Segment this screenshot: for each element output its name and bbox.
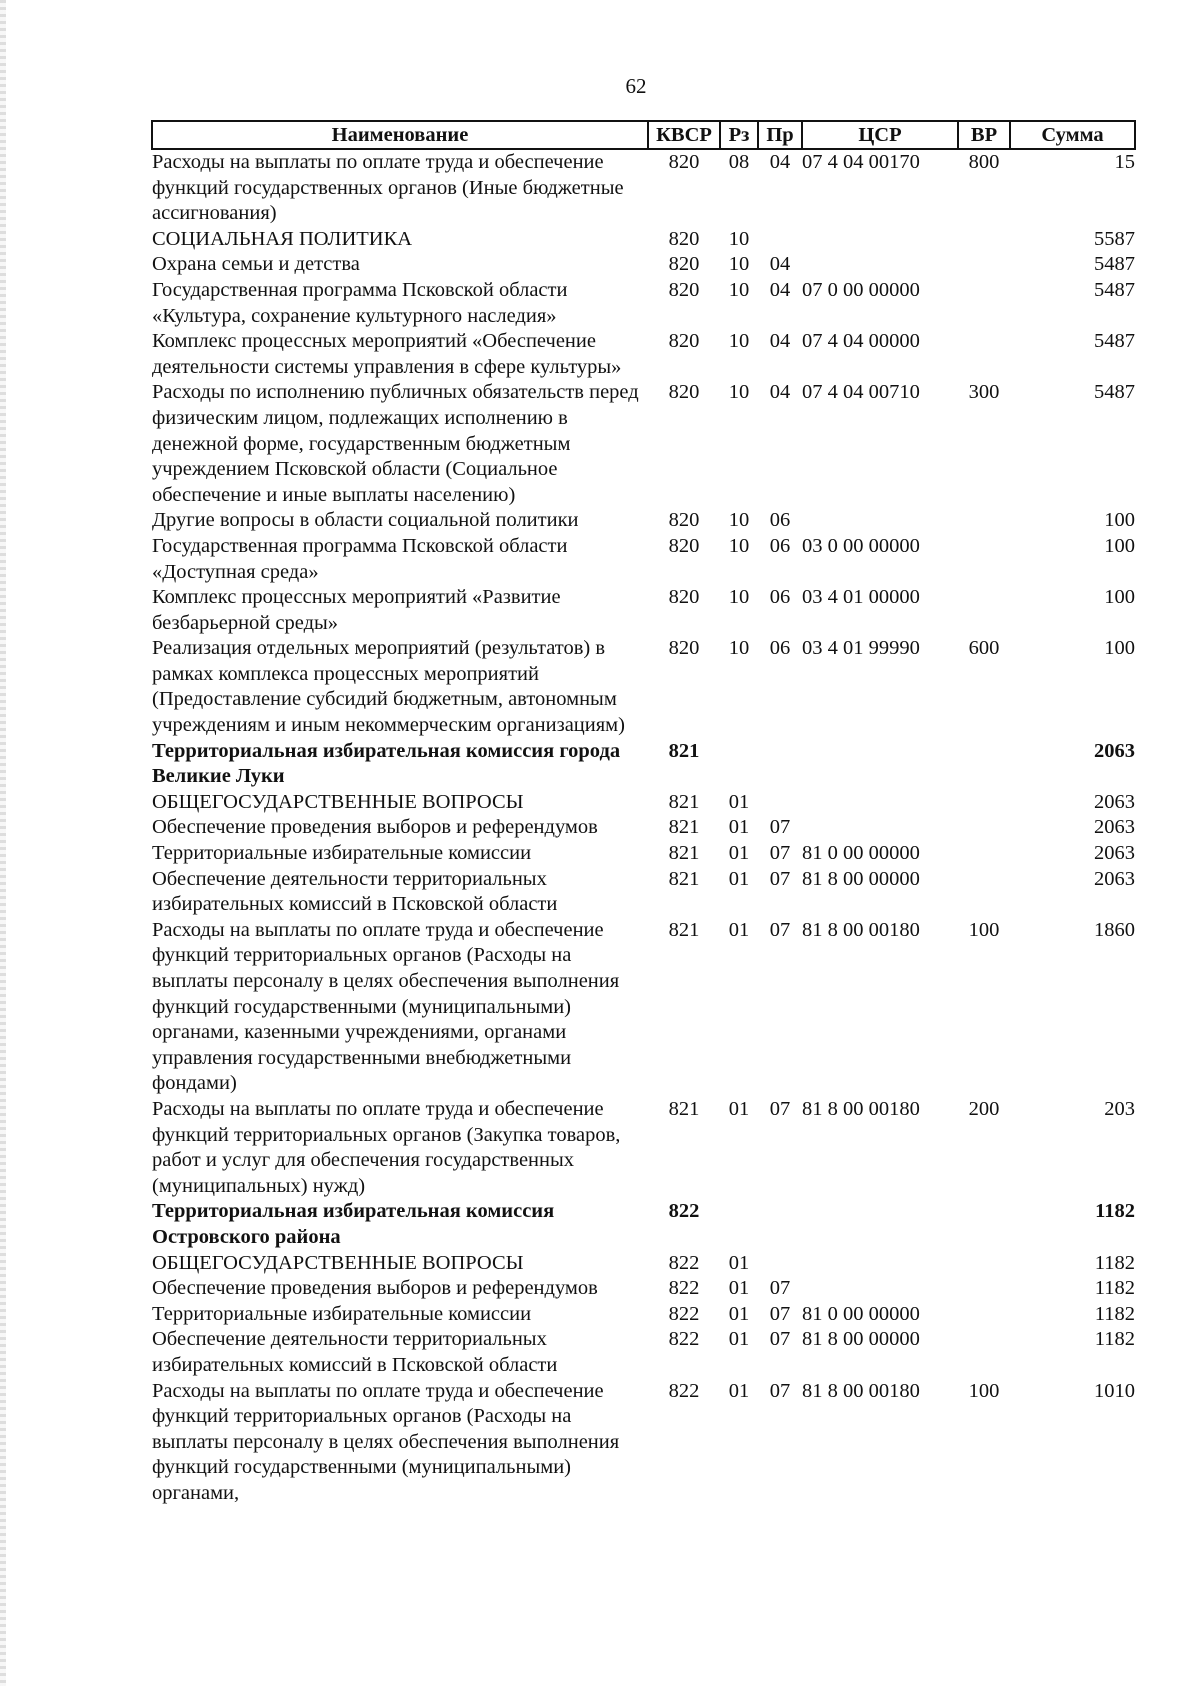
table-row — [152, 534, 1135, 585]
cell-rz: 01 — [728, 1277, 750, 1300]
cell-sum: 1860 — [1094, 918, 1135, 941]
cell-sum: 2063 — [1094, 842, 1135, 865]
page-number: 62 — [625, 74, 647, 98]
cell-sum: 100 — [1104, 637, 1135, 660]
cell-rz: 10 — [728, 637, 750, 660]
table-row — [152, 149, 1135, 227]
table-row — [152, 508, 1135, 534]
table-row — [152, 278, 1135, 329]
cell-rz: 01 — [728, 1302, 750, 1325]
cell-csr: 03 4 01 99990 — [802, 637, 920, 660]
cell-kvsr: 820 — [668, 330, 700, 353]
cell-rz: 01 — [728, 918, 750, 941]
cell-vr — [958, 278, 1010, 329]
cell-name: Территориальная избирательная комиссия Островского района — [152, 1200, 555, 1248]
cell-sum: 1182 — [1094, 1277, 1135, 1300]
table-row — [152, 1302, 1135, 1328]
cell-csr: 81 8 00 00000 — [802, 1328, 920, 1351]
cell-csr: 81 0 00 00000 — [802, 1302, 920, 1325]
cell-pr — [758, 1251, 802, 1277]
cell-name: Обеспечение проведения выборов и референдумов — [152, 1277, 598, 1300]
budget-table — [151, 120, 1136, 1506]
table-row — [152, 585, 1135, 636]
cell-kvsr: 822 — [668, 1302, 700, 1325]
table-row — [152, 636, 1135, 738]
cell-rz: 10 — [728, 509, 750, 532]
table-row — [152, 252, 1135, 278]
cell-pr: 07 — [769, 1328, 791, 1351]
cell-vr: 300 — [968, 381, 1000, 404]
cell-name: Расходы по исполнению публичных обязательств перед физическим лицом, подлежащих исполнению в денежной форме, государственным бюджетным учреждением Псковской области (Социальное обеспечение и иные выплаты населению) — [152, 381, 639, 506]
cell-csr: 07 4 04 00710 — [802, 381, 920, 404]
cell-sum: 5487 — [1094, 253, 1135, 276]
cell-vr — [958, 1327, 1010, 1378]
cell-sum: 1182 — [1094, 1251, 1135, 1274]
cell-pr: 06 — [769, 534, 791, 557]
header-rz: Рз — [720, 121, 758, 149]
cell-csr: 07 4 04 00000 — [802, 330, 920, 353]
table-row — [152, 227, 1135, 253]
header-sum: Сумма — [1010, 121, 1135, 149]
cell-name: СОЦИАЛЬНАЯ ПОЛИТИКА — [152, 227, 413, 250]
table-row — [152, 1327, 1135, 1378]
cell-vr — [958, 534, 1010, 585]
cell-csr — [802, 815, 958, 841]
cell-kvsr: 820 — [668, 509, 700, 532]
cell-csr: 81 0 00 00000 — [802, 842, 920, 865]
cell-kvsr: 822 — [668, 1328, 700, 1351]
table-row — [152, 1379, 1135, 1507]
cell-vr — [958, 227, 1010, 253]
cell-name: Территориальные избирательные комиссии — [152, 1302, 532, 1325]
cell-sum: 2063 — [1094, 816, 1135, 839]
table-row — [152, 1097, 1135, 1199]
cell-rz: 01 — [728, 842, 750, 865]
cell-kvsr: 820 — [668, 278, 700, 301]
cell-pr: 04 — [769, 151, 791, 173]
cell-csr — [802, 1199, 958, 1250]
cell-pr: 07 — [769, 1097, 791, 1120]
cell-name: ОБЩЕГОСУДАРСТВЕННЫЕ ВОПРОСЫ — [152, 1251, 524, 1274]
cell-name: Территориальные избирательные комиссии — [152, 842, 532, 865]
cell-csr — [802, 252, 958, 278]
cell-vr — [958, 1251, 1010, 1277]
cell-vr — [958, 790, 1010, 816]
table-row — [152, 918, 1135, 1097]
cell-rz: 10 — [728, 586, 750, 609]
cell-sum: 203 — [1104, 1097, 1135, 1120]
cell-vr — [958, 585, 1010, 636]
cell-csr — [802, 1276, 958, 1302]
cell-pr: 07 — [769, 842, 791, 865]
cell-csr — [802, 739, 958, 790]
cell-kvsr: 821 — [668, 739, 700, 762]
cell-kvsr: 820 — [668, 534, 700, 557]
cell-csr: 07 4 04 00170 — [802, 151, 920, 173]
cell-pr: 06 — [769, 586, 791, 609]
table-row — [152, 841, 1135, 867]
cell-name: Обеспечение деятельности территориальных избирательных комиссий в Псковской области — [152, 867, 558, 916]
cell-sum: 100 — [1104, 586, 1135, 609]
cell-pr: 06 — [769, 509, 791, 532]
cell-vr — [958, 252, 1010, 278]
cell-sum: 100 — [1104, 534, 1135, 557]
header-csr: ЦСР — [802, 121, 958, 149]
cell-rz: 01 — [728, 1251, 750, 1274]
cell-name: Обеспечение проведения выборов и референдумов — [152, 816, 598, 839]
cell-name: Расходы на выплаты по оплате труда и обеспечение функций территориальных органов (Закупка товаров, работ и услуг для обеспечения государственных (муниципальных) нужд) — [152, 1097, 621, 1197]
cell-vr: 100 — [968, 1379, 1000, 1402]
cell-sum: 1182 — [1095, 1200, 1135, 1223]
cell-vr — [958, 841, 1010, 867]
cell-rz: 01 — [728, 1328, 750, 1351]
cell-name: Расходы на выплаты по оплате труда и обеспечение функций государственных органов (Иные бюджетные ассигнования) — [152, 151, 624, 225]
cell-vr — [958, 867, 1010, 918]
cell-csr — [802, 227, 958, 253]
table-row — [152, 815, 1135, 841]
cell-pr: 04 — [769, 381, 791, 404]
cell-sum: 15 — [1114, 151, 1135, 173]
cell-vr — [958, 1276, 1010, 1302]
cell-rz: 10 — [728, 381, 750, 404]
cell-kvsr: 820 — [668, 151, 700, 173]
cell-vr: 100 — [968, 918, 1000, 941]
cell-csr: 81 8 00 00180 — [802, 1379, 920, 1402]
cell-kvsr: 821 — [668, 816, 700, 839]
cell-vr — [958, 739, 1010, 790]
cell-csr: 03 0 00 00000 — [802, 534, 920, 557]
header-pr: Пр — [758, 121, 802, 149]
cell-pr: 04 — [769, 330, 791, 353]
cell-vr — [958, 1199, 1010, 1250]
table-row — [152, 790, 1135, 816]
cell-rz: 01 — [728, 816, 750, 839]
header-name: Наименование — [152, 121, 648, 149]
cell-vr: 600 — [968, 637, 1000, 660]
cell-rz: 10 — [728, 330, 750, 353]
cell-rz — [720, 739, 758, 790]
cell-pr: 06 — [769, 637, 791, 660]
cell-rz: 01 — [728, 1097, 750, 1120]
cell-rz: 10 — [728, 227, 750, 250]
table-row — [152, 739, 1135, 790]
cell-sum: 5487 — [1094, 278, 1135, 301]
cell-pr: 07 — [769, 816, 791, 839]
cell-csr — [802, 1251, 958, 1277]
cell-kvsr: 820 — [668, 637, 700, 660]
cell-sum: 1010 — [1094, 1379, 1135, 1402]
table-body — [152, 149, 1135, 1506]
cell-kvsr: 822 — [668, 1251, 700, 1274]
cell-pr: 07 — [769, 1277, 791, 1300]
cell-name: Государственная программа Псковской области «Доступная среда» — [152, 534, 568, 583]
cell-sum: 2063 — [1094, 739, 1135, 762]
cell-csr: 81 8 00 00000 — [802, 867, 920, 890]
cell-sum: 100 — [1104, 509, 1135, 532]
cell-kvsr: 820 — [668, 227, 700, 250]
cell-name: Другие вопросы в области социальной политики — [152, 509, 579, 532]
cell-kvsr: 822 — [668, 1379, 700, 1402]
cell-kvsr: 822 — [668, 1277, 700, 1300]
scan-edge — [0, 0, 6, 1686]
cell-kvsr: 821 — [668, 918, 700, 941]
cell-kvsr: 820 — [668, 586, 700, 609]
cell-pr: 07 — [769, 1302, 791, 1325]
cell-sum: 5587 — [1094, 227, 1135, 250]
cell-sum: 5487 — [1094, 330, 1135, 353]
cell-pr — [758, 739, 802, 790]
cell-pr: 04 — [769, 278, 791, 301]
cell-name: Расходы на выплаты по оплате труда и обеспечение функций территориальных органов (Расходы на выплаты персоналу в целях обеспечения выполнения функций государственными (муниципальными) органами, казенными учреждениями, органами управления государственными внебюджетными фондами) — [152, 918, 620, 1095]
table-row — [152, 329, 1135, 380]
cell-sum: 5487 — [1094, 381, 1135, 404]
cell-pr: 04 — [769, 253, 791, 276]
cell-rz: 08 — [728, 151, 750, 173]
cell-pr: 07 — [769, 918, 791, 941]
cell-pr — [758, 1199, 802, 1250]
cell-vr: 200 — [968, 1097, 1000, 1120]
cell-kvsr: 821 — [668, 842, 700, 865]
cell-rz: 01 — [728, 790, 750, 813]
cell-vr — [958, 1302, 1010, 1328]
cell-rz: 10 — [728, 253, 750, 276]
cell-name: Охрана семьи и детства — [152, 253, 360, 276]
table-row — [152, 1199, 1135, 1250]
cell-name: Обеспечение деятельности территориальных избирательных комиссий в Псковской области — [152, 1328, 558, 1376]
cell-pr: 07 — [769, 1379, 791, 1402]
cell-rz: 01 — [728, 867, 750, 890]
cell-kvsr: 820 — [668, 381, 700, 404]
cell-vr — [958, 329, 1010, 380]
cell-kvsr: 821 — [668, 790, 700, 813]
cell-kvsr: 821 — [668, 1097, 700, 1120]
cell-rz — [720, 1199, 758, 1250]
cell-csr: 81 8 00 00180 — [802, 918, 920, 941]
cell-vr: 800 — [968, 151, 1000, 173]
table-row — [152, 380, 1135, 508]
cell-rz: 01 — [728, 1379, 750, 1402]
cell-name: Комплекс процессных мероприятий «Обеспечение деятельности системы управления в сфере культуры» — [152, 330, 622, 378]
header-kvsr: КВСР — [648, 121, 720, 149]
table-row — [152, 867, 1135, 918]
cell-vr — [958, 815, 1010, 841]
cell-rz: 10 — [728, 534, 750, 557]
cell-pr — [758, 790, 802, 816]
cell-sum: 1182 — [1094, 1328, 1135, 1351]
cell-sum: 2063 — [1094, 867, 1135, 890]
cell-vr — [958, 508, 1010, 534]
cell-csr — [802, 508, 958, 534]
cell-csr: 07 0 00 00000 — [802, 278, 920, 301]
cell-sum: 1182 — [1094, 1302, 1135, 1325]
cell-rz: 10 — [728, 278, 750, 301]
header-vr: ВР — [958, 121, 1010, 149]
table-row — [152, 1276, 1135, 1302]
cell-name: Государственная программа Псковской области «Культура, сохранение культурного наследия» — [152, 278, 568, 327]
header-row — [152, 121, 1135, 149]
cell-csr: 03 4 01 00000 — [802, 586, 920, 609]
cell-name: Реализация отдельных мероприятий (результатов) в рамках комплекса процессных мероприятий (Предоставление субсидий бюджетным, автономным учреждениям и иным некоммерческим организациям) — [152, 637, 625, 737]
cell-kvsr: 821 — [668, 867, 700, 890]
cell-name: Комплекс процессных мероприятий «Развитие безбарьерной среды» — [152, 586, 561, 634]
cell-kvsr: 822 — [668, 1200, 700, 1223]
cell-name: ОБЩЕГОСУДАРСТВЕННЫЕ ВОПРОСЫ — [152, 790, 524, 813]
cell-pr — [758, 227, 802, 253]
cell-kvsr: 820 — [668, 253, 700, 276]
cell-csr — [802, 790, 958, 816]
table-row — [152, 1251, 1135, 1277]
cell-name: Расходы на выплаты по оплате труда и обеспечение функций территориальных органов (Расходы на выплаты персоналу в целях обеспечения выполнения функций государственными (муниципальными) органами, — [152, 1379, 620, 1504]
cell-name: Территориальная избирательная комиссия города Великие Луки — [152, 739, 621, 788]
cell-sum: 2063 — [1094, 790, 1135, 813]
cell-csr: 81 8 00 00180 — [802, 1097, 920, 1120]
cell-pr: 07 — [769, 867, 791, 890]
